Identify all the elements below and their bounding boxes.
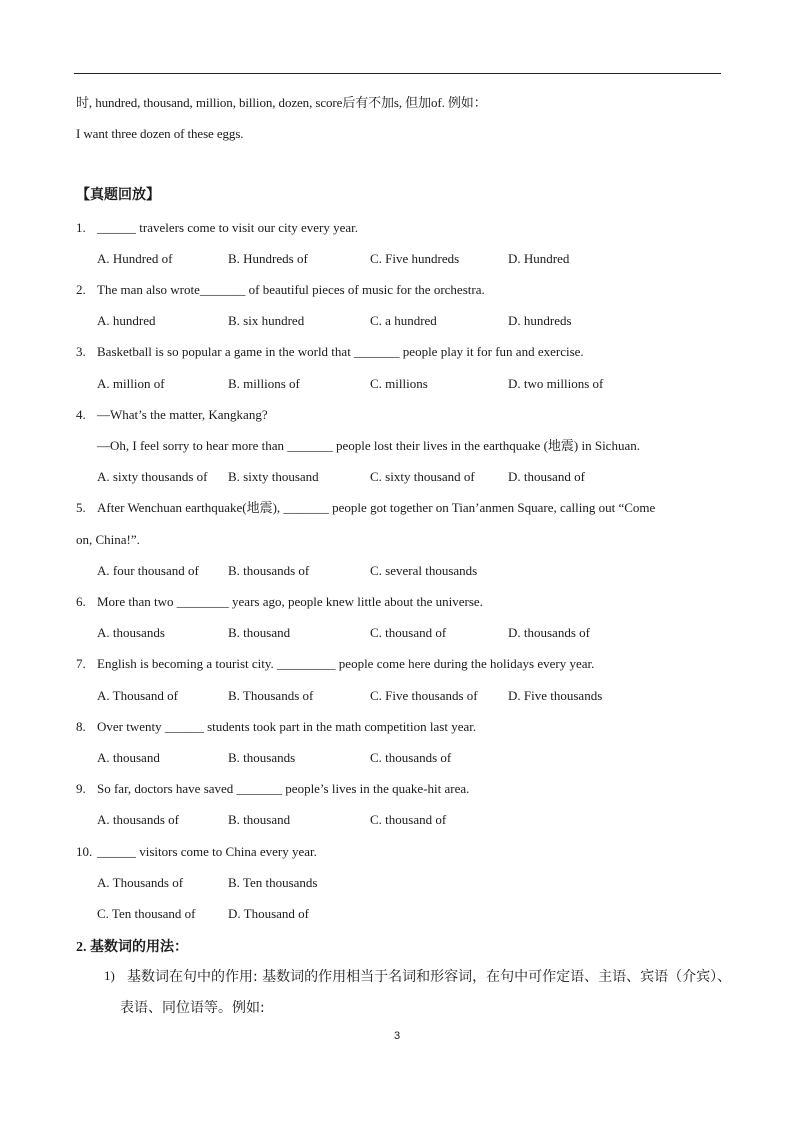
- option-d: D. two millions of: [508, 376, 604, 391]
- usage-item-text: 基数词在句中的作用: 基数词的作用相当于名词和形容词，在句中可作定语、主语、宾语（介宾）、: [127, 969, 732, 985]
- intro-line-1: 时, hundred, thousand, million, billion, dozen, score后有不加s, 但加of. 例如：: [76, 95, 487, 110]
- option-c: C. thousand of: [370, 812, 447, 827]
- option-a: A. million of: [97, 376, 165, 391]
- option-c: C. sixty thousand of: [370, 469, 475, 484]
- option-b: B. thousands: [228, 750, 296, 765]
- option-c: C. Ten thousand of: [97, 906, 196, 921]
- usage-item-number: 1): [104, 968, 115, 983]
- option-c: C. a hundred: [370, 313, 437, 328]
- option-c: C. Five hundreds: [370, 251, 460, 266]
- option-a: A. sixty thousands of: [97, 469, 208, 484]
- question-number: 1.: [76, 220, 86, 235]
- option-a: A. Hundred of: [97, 251, 173, 266]
- question-text-continued: —Oh, I feel sorry to hear more than _______ people lost their lives in the earthquake (地震) in Sichuan.: [97, 438, 640, 453]
- question-number: 4.: [76, 407, 86, 422]
- question-text: After Wenchuan earthquake(地震), _______ people got together on Tian’anmen Square, calling out “Come: [97, 500, 656, 515]
- header-rule: [74, 73, 721, 74]
- question-number: 9.: [76, 781, 86, 796]
- option-a: A. Thousand of: [97, 688, 179, 703]
- question-number: 8.: [76, 719, 86, 734]
- option-d: D. Thousand of: [228, 906, 310, 921]
- option-b: B. thousand: [228, 625, 291, 640]
- question-text: ______ travelers come to visit our city every year.: [97, 220, 359, 235]
- option-b: B. sixty thousand: [228, 469, 319, 484]
- option-c: C. thousands of: [370, 750, 452, 765]
- option-d: D. Five thousands: [508, 688, 603, 703]
- section-title: 【真题回放】: [76, 188, 160, 203]
- question-number: 3.: [76, 344, 86, 359]
- question-number: 5.: [76, 500, 86, 515]
- question-text: Basketball is so popular a game in the world that _______ people play it for fun and exercise.: [97, 344, 584, 359]
- question-number: 2.: [76, 282, 86, 297]
- option-b: B. millions of: [228, 376, 300, 391]
- question-text: English is becoming a tourist city. _________ people come here during the holidays every year.: [97, 656, 595, 671]
- option-a: A. thousands of: [97, 812, 179, 827]
- option-b: B. thousands of: [228, 563, 310, 578]
- option-c: C. millions: [370, 376, 428, 391]
- option-b: B. Thousands of: [228, 688, 314, 703]
- page-number: 3: [393, 1030, 401, 1042]
- option-c: C. Five thousands of: [370, 688, 478, 703]
- option-a: A. four thousand of: [97, 563, 199, 578]
- option-a: A. thousand: [97, 750, 160, 765]
- question-text: —What’s the matter, Kangkang?: [97, 407, 268, 422]
- question-number: 10.: [76, 844, 93, 859]
- question-text: Over twenty ______ students took part in the math competition last year.: [97, 719, 477, 734]
- intro-line-2: I want three dozen of these eggs.: [76, 126, 244, 141]
- question-text: More than two ________ years ago, people knew little about the universe.: [97, 594, 483, 609]
- option-b: B. Ten thousands: [228, 875, 318, 890]
- subsection-title: 2. 基数词的用法：: [76, 940, 188, 955]
- question-text: The man also wrote_______ of beautiful pieces of music for the orchestra.: [97, 282, 485, 297]
- option-d: D. Hundred: [508, 251, 570, 266]
- option-a: A. Thousands of: [97, 875, 184, 890]
- question-text: So far, doctors have saved _______ people’s lives in the quake-hit area.: [97, 781, 470, 796]
- question-number: 7.: [76, 656, 86, 671]
- option-b: B. thousand: [228, 812, 291, 827]
- option-b: B. six hundred: [228, 313, 305, 328]
- option-a: A. thousands: [97, 625, 165, 640]
- option-d: D. thousands of: [508, 625, 590, 640]
- question-number: 6.: [76, 594, 86, 609]
- option-b: B. Hundreds of: [228, 251, 308, 266]
- question-text: ______ visitors come to China every year.: [97, 844, 317, 859]
- option-a: A. hundred: [97, 313, 156, 328]
- usage-item-text-continued: 表语、同位语等。例如:: [120, 1000, 265, 1016]
- option-c: C. thousand of: [370, 625, 447, 640]
- option-d: D. hundreds: [508, 313, 572, 328]
- question-text-continued: on, China!”.: [76, 532, 140, 547]
- option-d: D. thousand of: [508, 469, 585, 484]
- option-c: C. several thousands: [370, 563, 478, 578]
